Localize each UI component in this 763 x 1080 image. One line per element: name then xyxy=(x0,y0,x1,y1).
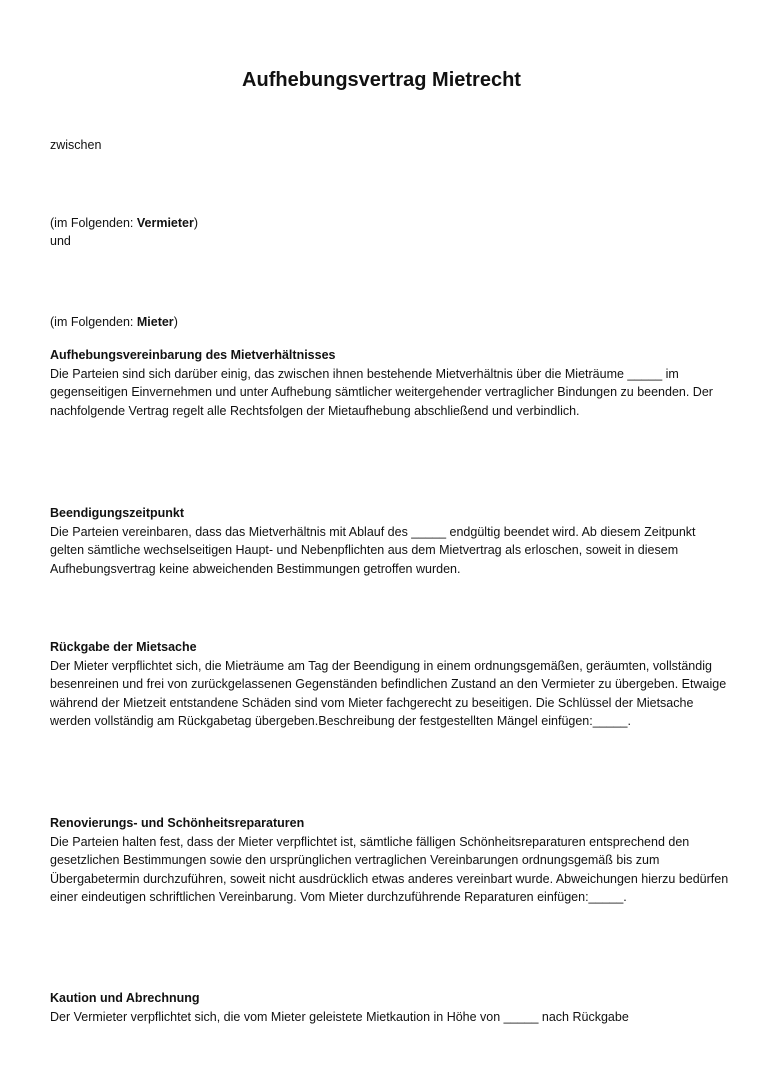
section-return-of-property xyxy=(50,638,730,731)
section-heading: Beendigungszeitpunkt xyxy=(50,506,185,520)
section-deposit xyxy=(50,989,730,1026)
landlord-prefix: (im Folgenden: xyxy=(50,216,137,230)
landlord-designation xyxy=(50,214,198,232)
tenant-term: Mieter xyxy=(136,315,174,329)
and-text: und xyxy=(50,234,71,248)
tenant-designation xyxy=(50,313,178,331)
section-termination-agreement xyxy=(50,346,730,420)
section-heading: Renovierungs- und Schönheitsreparaturen xyxy=(50,816,305,830)
section-renovation xyxy=(50,814,730,907)
between-text: zwischen xyxy=(50,138,102,152)
section-heading: Rückgabe der Mietsache xyxy=(50,640,197,654)
document-title: Aufhebungsvertrag Mietrecht xyxy=(242,69,521,91)
landlord-suffix: ) xyxy=(193,216,199,230)
tenant-prefix: (im Folgenden: xyxy=(50,315,137,329)
section-body: Die Parteien sind sich darüber einig, das zwischen ihnen bestehende Mietverhältnis über die Mieträume _____ im gegenseitigen Einvernehmen und unter Aufhebung sämtlicher weitergehender vertraglicher Bindungen zu beenden. Der nachfolgende Vertrag regelt alle Rechtsfolgen der Mietaufhebung abschließend und verbindlich. xyxy=(50,366,713,418)
tenant-suffix: ) xyxy=(173,315,178,329)
section-body: Die Parteien halten fest, dass der Mieter verpflichtet ist, sämtliche fälligen Schönheitsreparaturen entsprechend den gesetzlichen Bestimmungen sowie den ursprünglichen vertraglichen Vereinbarungen ordnungsgemäß bis zum Übergabetermin durchzuführen, soweit nicht ausdrücklich etwas anderes vereinbart wurde. Abweichungen hierzu bedürfen einer eindeutigen schriftlichen Vereinbarung. Vom Mieter durchzuführende Reparaturen einfügen:_____. xyxy=(50,834,729,904)
section-heading: Aufhebungsvereinbarung des Mietverhältnisses xyxy=(50,348,336,362)
section-body: Der Mieter verpflichtet sich, die Mieträume am Tag der Beendigung in einem ordnungsgemäßen, geräumten, vollständig besenreinen und frei von zurückgelassenen Gegenständen befindlichen Zustand an den Vermieter zu übergeben. Etwaige während der Mietzeit entstandene Schäden sind vom Mieter fachgerecht zu beseitigen. Die Schlüssel der Mietsache werden vollständig am Rückgabetag übergeben.Beschreibung der festgestellten Mängel einfügen:_____. xyxy=(50,658,727,728)
section-heading: Kaution und Abrechnung xyxy=(50,991,200,1005)
landlord-term: Vermieter xyxy=(136,216,194,230)
section-body: Der Vermieter verpflichtet sich, die vom Mieter geleistete Mietkaution in Höhe von _____ nach Rückgabe xyxy=(50,1009,629,1024)
section-body: Die Parteien vereinbaren, dass das Mietverhältnis mit Ablauf des _____ endgültig beendet wird. Ab diesem Zeitpunkt gelten sämtliche wechselseitigen Haupt- und Nebenpflichten aus dem Mietvertrag als erloschen, soweit in diesem Aufhebungsvertrag keine abweichenden Bestimmungen getroffen wurden. xyxy=(50,524,696,576)
section-end-date xyxy=(50,504,730,578)
